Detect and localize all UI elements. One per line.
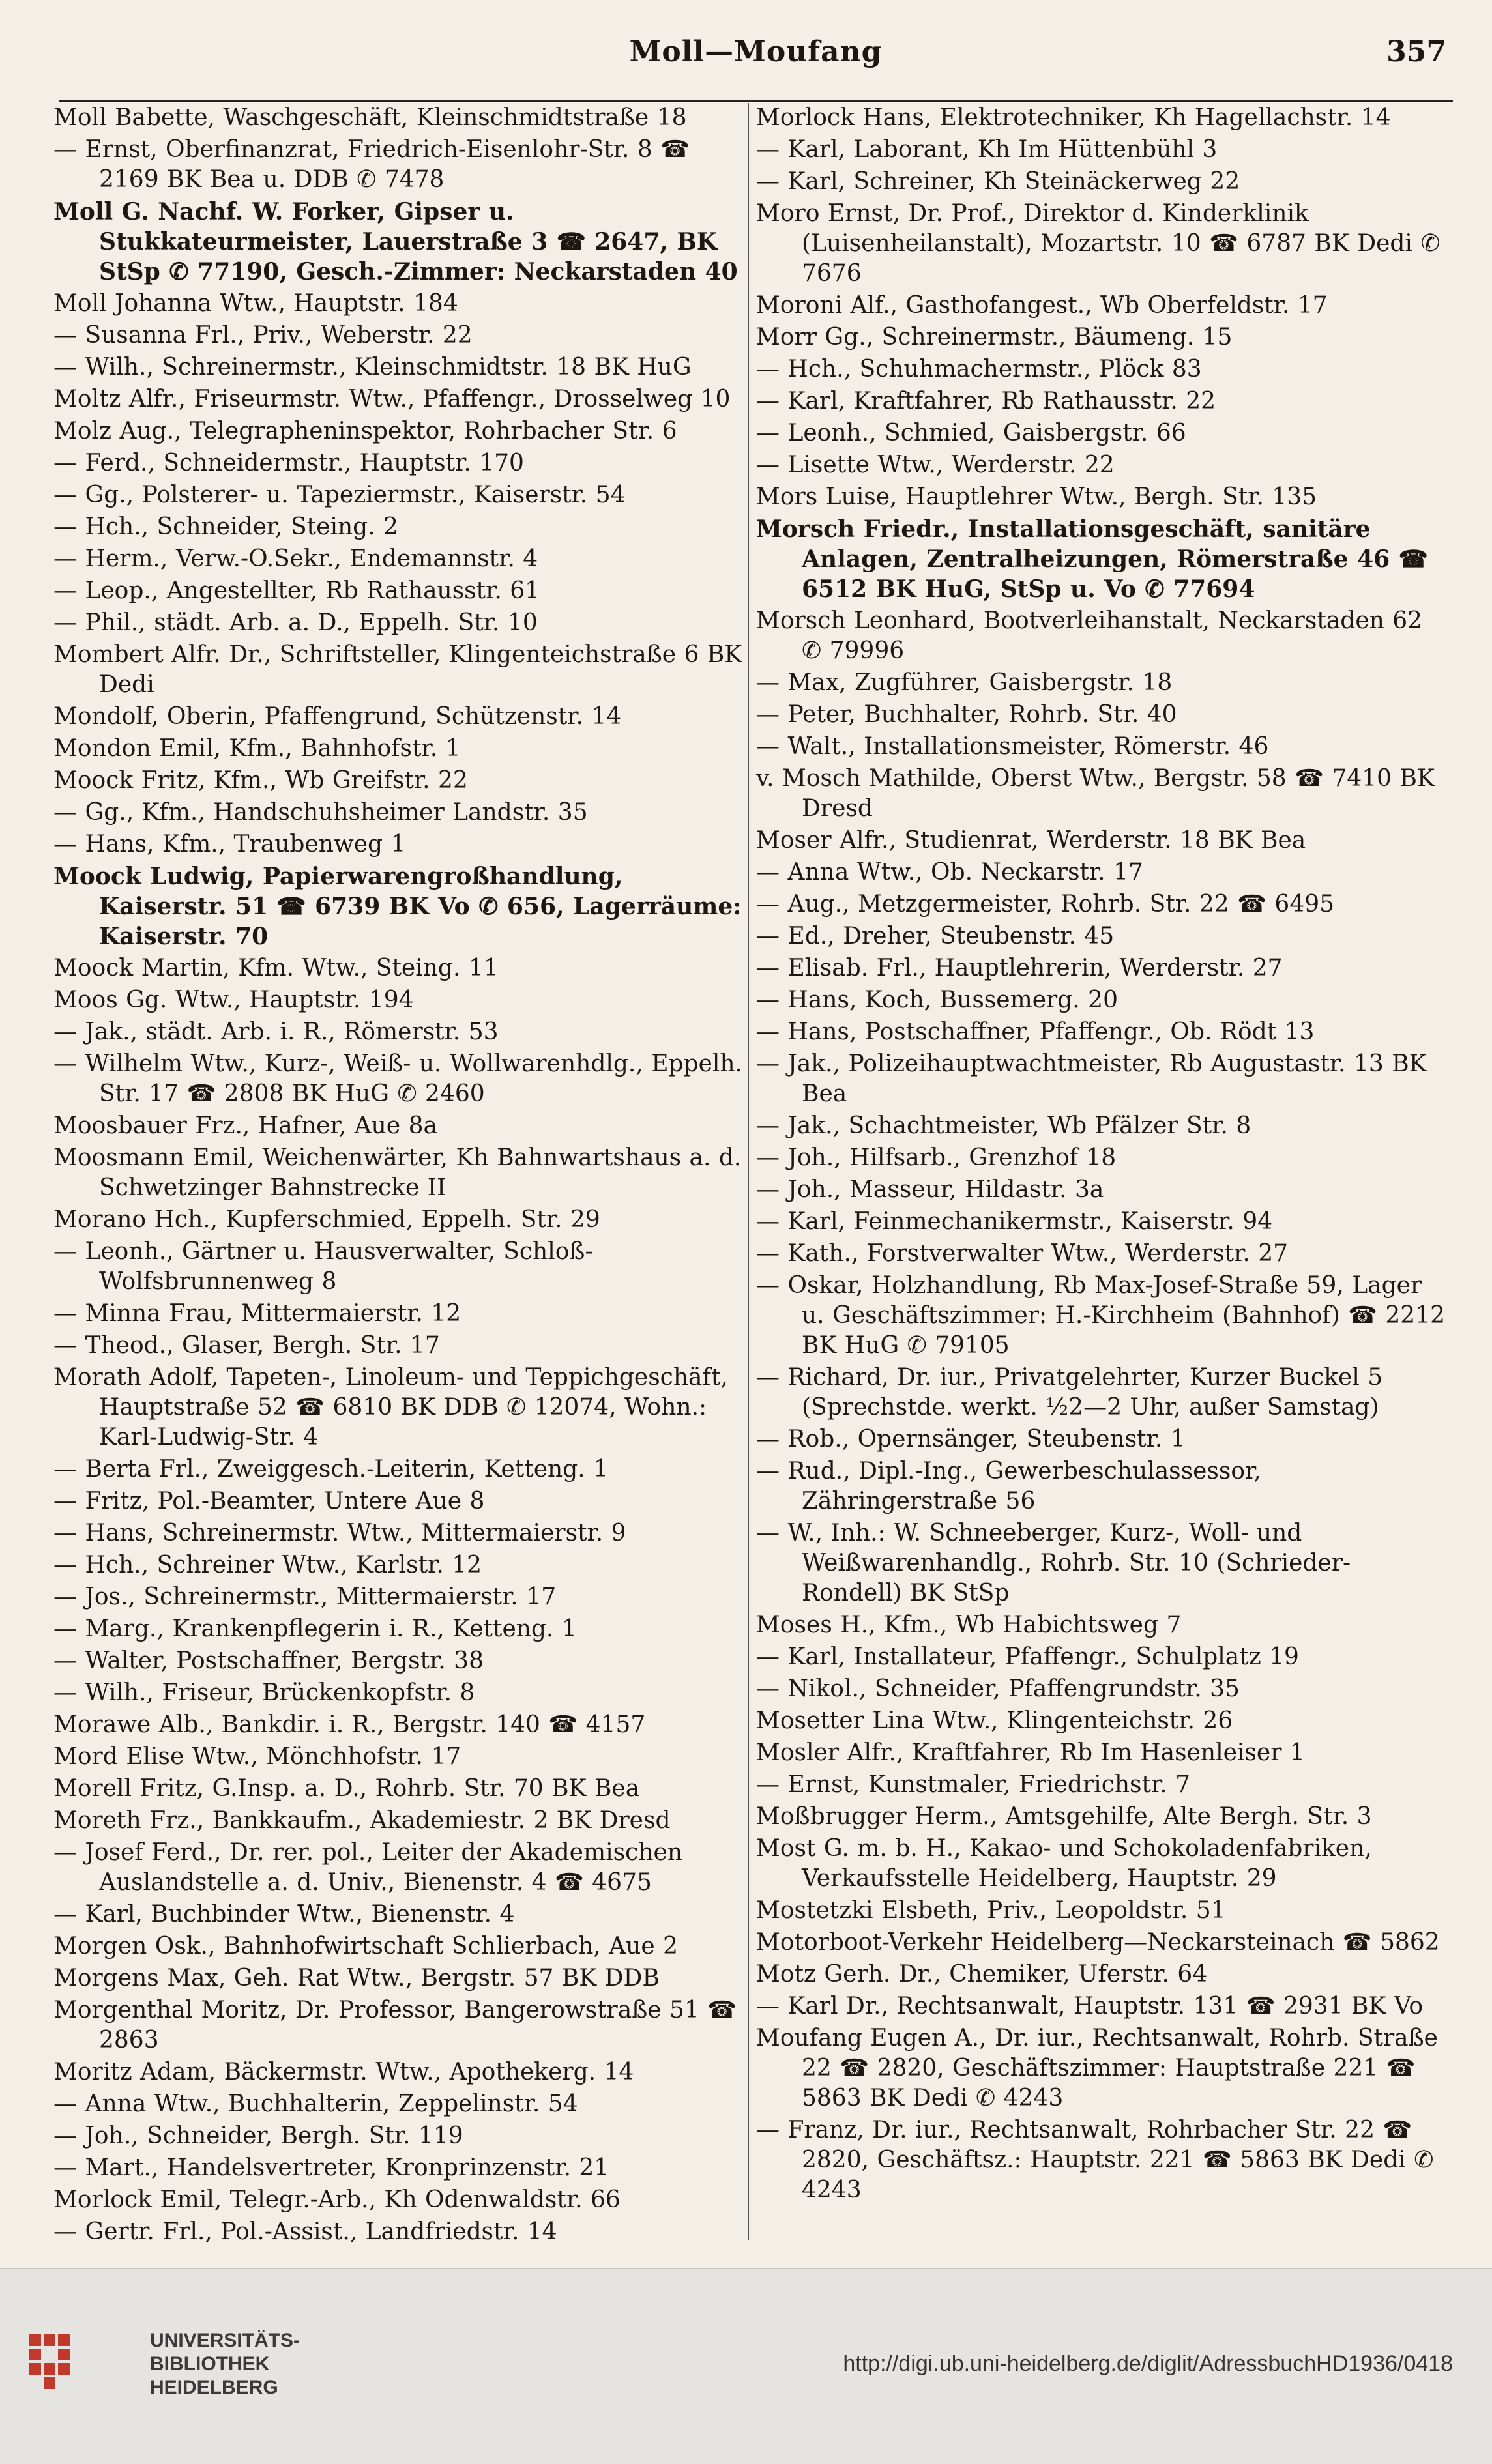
directory-entry: — Karl, Installateur, Pfaffengr., Schulplatz 19 [756, 1644, 1299, 1670]
directory-entry: Mosetter Lina Wtw., Klingenteichstr. 26 [756, 1707, 1233, 1734]
directory-entry: Morell Fritz, G.Insp. a. D., Rohrb. Str. 70 BK Bea [53, 1775, 640, 1802]
directory-entry: Morsch Friedr., Installationsgeschäft, sanitäre Anlagen, Zentralheizungen, Römerstraße 46 ☎ 6512 BK HuG, StSp u. Vo ✆ 77694 [756, 515, 1428, 603]
directory-entry: Moses H., Kfm., Wb Habichtsweg 7 [756, 1612, 1182, 1638]
directory-entry: — Berta Frl., Zweiggesch.-Leiterin, Ketteng. 1 [53, 1456, 609, 1483]
directory-entry: — Mart., Handelsvertreter, Kronprinzenstr. 21 [53, 2154, 609, 2181]
directory-entry: — Walter, Postschaffner, Bergstr. 38 [53, 1647, 484, 1674]
directory-entry: Moock Ludwig, Papierwarengroßhandlung, Kaiserstr. 51 ☎ 6739 BK Vo ✆ 656, Lagerräume: Kaiserstr. 70 [53, 863, 742, 950]
directory-entry: Moll Babette, Waschgeschäft, Kleinschmidtstraße 18 [53, 104, 687, 131]
directory-entry: Most G. m. b. H., Kakao- und Schokoladenfabriken, Verkaufsstelle Heidelberg, Hauptstr. 29 [756, 1835, 1372, 1892]
directory-entry: — Joh., Hilfsarb., Grenzhof 18 [756, 1144, 1117, 1171]
directory-entry: Mostetzki Elsbeth, Priv., Leopoldstr. 51 [756, 1897, 1226, 1924]
directory-entry: — Karl, Feinmechanikermstr., Kaiserstr. 94 [756, 1208, 1273, 1235]
directory-entry: — Wilh., Friseur, Brückenkopfstr. 8 [53, 1679, 475, 1706]
directory-entry: — Gg., Kfm., Handschuhsheimer Landstr. 35 [53, 799, 588, 826]
directory-entry: Moock Fritz, Kfm., Wb Greifstr. 22 [53, 767, 468, 794]
directory-entry: — Hch., Schuhmachermstr., Plöck 83 [756, 356, 1202, 383]
directory-entry: Morgens Max, Geh. Rat Wtw., Bergstr. 57 BK DDB [53, 1965, 660, 1992]
library-logo-icon [26, 2321, 137, 2413]
directory-entry: — Oskar, Holzhandlung, Rb Max-Josef-Straße 59, Lager u. Geschäftszimmer: H.-Kirchheim (Bahnhof) ☎ 2212 BK HuG ✆ 79105 [756, 1272, 1445, 1359]
directory-entry: Moritz Adam, Bäckermstr. Wtw., Apothekerg. 14 [53, 2059, 634, 2085]
directory-entry: — Josef Ferd., Dr. rer. pol., Leiter der Akademischen Auslandstelle a. d. Univ., Bienenstr. 4 ☎ 4675 [53, 1839, 682, 1896]
directory-entry: — Hch., Schneider, Steing. 2 [53, 514, 398, 540]
directory-entry: Morr Gg., Schreinermstr., Bäumeng. 15 [756, 324, 1233, 351]
directory-entry: — Anna Wtw., Ob. Neckarstr. 17 [756, 859, 1143, 886]
directory-entry: Moufang Eugen A., Dr. iur., Rechtsanwalt, Rohrb. Straße 22 ☎ 2820, Geschäftszimmer: Hauptstraße 221 ☎ 5863 BK Dedi ✆ 4243 [756, 2025, 1438, 2111]
directory-entry: — Rud., Dipl.-Ing., Gewerbeschulassessor, Zähringerstraße 56 [756, 1458, 1261, 1515]
directory-entry: — Jak., Schachtmeister, Wb Pfälzer Str. 8 [756, 1112, 1251, 1139]
directory-entry: — Karl, Schreiner, Kh Steinäckerweg 22 [756, 168, 1240, 195]
directory-entry: — Karl Dr., Rechtsanwalt, Hauptstr. 131 ☎ 2931 BK Vo [756, 1993, 1424, 2020]
directory-entry: — Lisette Wtw., Werderstr. 22 [756, 452, 1115, 478]
directory-entry: — Ernst, Oberfinanzrat, Friedrich-Eisenlohr-Str. 8 ☎ 2169 BK Bea u. DDB ✆ 7478 [53, 136, 690, 193]
directory-entry: Motz Gerh. Dr., Chemiker, Uferstr. 64 [756, 1961, 1208, 1988]
directory-entry: Moock Martin, Kfm. Wtw., Steing. 11 [53, 955, 499, 981]
directory-entry: — Karl, Buchbinder Wtw., Bienenstr. 4 [53, 1901, 515, 1928]
directory-entry: Mondon Emil, Kfm., Bahnhofstr. 1 [53, 735, 461, 762]
footer-bar [0, 2268, 1492, 2464]
directory-entry: — Aug., Metzgermeister, Rohrb. Str. 22 ☎ 6495 [756, 891, 1335, 918]
directory-entry: v. Mosch Mathilde, Oberst Wtw., Bergstr. 58 ☎ 7410 BK Dresd [756, 765, 1435, 822]
directory-entry: — Fritz, Pol.-Beamter, Untere Aue 8 [53, 1488, 485, 1515]
directory-entry: — Elisab. Frl., Hauptlehrerin, Werderstr. 27 [756, 955, 1283, 981]
directory-entry: Moll Johanna Wtw., Hauptstr. 184 [53, 290, 458, 317]
directory-entry: Morgen Osk., Bahnhofwirtschaft Schlierbach, Aue 2 [53, 1933, 678, 1960]
directory-entry: — Gertr. Frl., Pol.-Assist., Landfriedstr. 14 [53, 2218, 557, 2245]
directory-entry: Moltz Alfr., Friseurmstr. Wtw., Pfaffengr., Drosselweg 10 [53, 386, 731, 413]
directory-entry: Morawe Alb., Bankdir. i. R., Bergstr. 140 ☎ 4157 [53, 1711, 646, 1738]
library-name [150, 2329, 300, 2399]
directory-entry: — Minna Frau, Mittermaierstr. 12 [53, 1300, 461, 1327]
page-number: 357 [1386, 35, 1446, 68]
directory-entry: — Jos., Schreinermstr., Mittermaierstr. 17 [53, 1584, 557, 1610]
directory-entry: — Rob., Opernsänger, Steubenstr. 1 [756, 1426, 1186, 1453]
directory-entry: Mosler Alfr., Kraftfahrer, Rb Im Hasenleiser 1 [756, 1739, 1305, 1766]
directory-entry: — Wilhelm Wtw., Kurz-, Weiß- u. Wollwarenhdlg., Eppelh. Str. 17 ☎ 2808 BK HuG ✆ 2460 [53, 1051, 743, 1107]
directory-entry: — Ed., Dreher, Steubenstr. 45 [756, 923, 1115, 949]
directory-entry: Moßbrugger Herm., Amtsgehilfe, Alte Bergh. Str. 3 [756, 1803, 1372, 1830]
column-divider [748, 103, 749, 2240]
directory-entry: Mombert Alfr. Dr., Schriftsteller, Klingenteichstraße 6 BK Dedi [53, 641, 742, 698]
directory-entry: — Herm., Verw.-O.Sekr., Endemannstr. 4 [53, 545, 538, 572]
directory-entry: — W., Inh.: W. Schneeberger, Kurz-, Woll- und Weißwarenhandlg., Rohrb. Str. 10 (Schrieder-Rondell) BK StSp [756, 1520, 1351, 1606]
directory-entry: — Leonh., Schmied, Gaisbergstr. 66 [756, 420, 1186, 446]
directory-entry: — Richard, Dr. iur., Privatgelehrter, Kurzer Buckel 5 (Sprechstde. werkt. ½2—2 Uhr, außer Samstag) [756, 1364, 1383, 1421]
directory-entry: Morlock Emil, Telegr.-Arb., Kh Odenwaldstr. 66 [53, 2186, 621, 2213]
directory-entry: — Theod., Glaser, Bergh. Str. 17 [53, 1332, 440, 1359]
page-header [59, 23, 1453, 89]
directory-entry: — Hans, Postschaffner, Pfaffengr., Ob. Rödt 13 [756, 1019, 1315, 1045]
directory-entry: — Peter, Buchhalter, Rohrb. Str. 40 [756, 701, 1177, 728]
directory-entry: — Susanna Frl., Priv., Weberstr. 22 [53, 322, 473, 349]
directory-entry: Mors Luise, Hauptlehrer Wtw., Bergh. Str. 135 [756, 484, 1317, 510]
directory-entry: — Hch., Schreiner Wtw., Karlstr. 12 [53, 1552, 482, 1578]
directory-entry: — Leop., Angestellter, Rb Rathausstr. 61 [53, 577, 540, 604]
directory-entry: Morlock Hans, Elektrotechniker, Kh Hagellachstr. 14 [756, 104, 1391, 131]
directory-entry: — Leonh., Gärtner u. Hausverwalter, Schloß-Wolfsbrunnenweg 8 [53, 1238, 593, 1295]
directory-entry: Moll G. Nachf. W. Forker, Gipser u. Stukkateurmeister, Lauerstraße 3 ☎ 2647, BK StSp ✆ 77190, Gesch.-Zimmer: Neckarstaden 40 [53, 198, 738, 285]
directory-entry: — Wilh., Schreinermstr., Kleinschmidtstr. 18 BK HuG [53, 354, 692, 381]
directory-entry: — Hans, Koch, Bussemerg. 20 [756, 987, 1118, 1013]
directory-entry: — Hans, Schreinermstr. Wtw., Mittermaierstr. 9 [53, 1520, 626, 1546]
library-name-line3: HEIDELBERG [150, 2377, 278, 2398]
directory-entry: Moreth Frz., Bankkaufm., Akademiestr. 2 BK Dresd [53, 1807, 671, 1834]
directory-entry: Morano Hch., Kupferschmied, Eppelh. Str. 29 [53, 1206, 600, 1233]
directory-entry: Morgenthal Moritz, Dr. Professor, Bangerowstraße 51 ☎ 2863 [53, 1997, 737, 2053]
directory-entry: — Joh., Schneider, Bergh. Str. 119 [53, 2123, 463, 2149]
directory-entry: — Walt., Installationsmeister, Römerstr. 46 [756, 733, 1269, 760]
directory-entry: Moroni Alf., Gasthofangest., Wb Oberfeldstr. 17 [756, 292, 1328, 319]
running-head: Moll—Moufang [629, 35, 883, 68]
directory-entry: — Max, Zugführer, Gaisbergstr. 18 [756, 669, 1173, 696]
directory-entry: Mord Elise Wtw., Mönchhofstr. 17 [53, 1743, 461, 1770]
directory-entry: — Kath., Forstverwalter Wtw., Werderstr. 27 [756, 1240, 1289, 1267]
directory-entry: — Hans, Kfm., Traubenweg 1 [53, 831, 406, 858]
directory-entry: — Nikol., Schneider, Pfaffengrundstr. 35 [756, 1675, 1240, 1702]
directory-entry: — Jak., Polizeihauptwachtmeister, Rb Augustastr. 13 BK Bea [756, 1051, 1427, 1107]
directory-entry: Molz Aug., Telegrapheninspektor, Rohrbacher Str. 6 [53, 418, 677, 444]
left-column [53, 103, 743, 2247]
source-url[interactable]: http://digi.ub.uni-heidelberg.de/diglit/AdressbuchHD1936/0418 [843, 2351, 1453, 2376]
directory-entry: Moosbauer Frz., Hafner, Aue 8a [53, 1112, 437, 1139]
right-column [756, 103, 1446, 2205]
directory-entry: — Joh., Masseur, Hildastr. 3a [756, 1176, 1104, 1203]
directory-entry: Moser Alfr., Studienrat, Werderstr. 18 BK Bea [756, 827, 1306, 854]
directory-entry: Moro Ernst, Dr. Prof., Direktor d. Kinderklinik (Luisenheilanstalt), Mozartstr. 10 ☎ 6787 BK Dedi ✆ 7676 [756, 200, 1441, 287]
directory-entry: Mondolf, Oberin, Pfaffengrund, Schützenstr. 14 [53, 703, 622, 730]
directory-entry: — Karl, Kraftfahrer, Rb Rathausstr. 22 [756, 388, 1216, 414]
directory-entry: Moosmann Emil, Weichenwärter, Kh Bahnwartshaus a. d. Schwetzinger Bahnstrecke II [53, 1144, 742, 1201]
directory-entry: — Ferd., Schneidermstr., Hauptstr. 170 [53, 450, 524, 476]
directory-entry: — Gg., Polsterer- u. Tapeziermstr., Kaiserstr. 54 [53, 482, 626, 508]
directory-entry: Motorboot-Verkehr Heidelberg—Neckarsteinach ☎ 5862 [756, 1929, 1440, 1956]
library-name-line1: UNIVERSITÄTS- [150, 2330, 300, 2351]
directory-entry: Morsch Leonhard, Bootverleihanstalt, Neckarstaden 62 ✆ 79996 [756, 607, 1423, 664]
directory-entry: — Karl, Laborant, Kh Im Hüttenbühl 3 [756, 136, 1218, 163]
directory-entry: — Franz, Dr. iur., Rechtsanwalt, Rohrbacher Str. 22 ☎ 2820, Geschäftsz.: Hauptstr. 221 ☎ 5863 BK Dedi ✆ 4243 [756, 2117, 1434, 2203]
header-rule [59, 100, 1453, 102]
directory-entry: — Anna Wtw., Buchhalterin, Zeppelinstr. 54 [53, 2091, 578, 2117]
directory-entry: Moos Gg. Wtw., Hauptstr. 194 [53, 987, 414, 1013]
directory-entry: — Ernst, Kunstmaler, Friedrichstr. 7 [756, 1771, 1191, 1798]
directory-entry: Morath Adolf, Tapeten-, Linoleum- und Teppichgeschäft, Hauptstraße 52 ☎ 6810 BK DDB ✆ 12074, Wohn.: Karl-Ludwig-Str. 4 [53, 1364, 728, 1451]
directory-entry: — Jak., städt. Arb. i. R., Römerstr. 53 [53, 1019, 499, 1045]
directory-entry: — Marg., Krankenpflegerin i. R., Ketteng. 1 [53, 1616, 577, 1642]
library-name-line2: BIBLIOTHEK [150, 2353, 270, 2375]
directory-entry: — Phil., städt. Arb. a. D., Eppelh. Str. 10 [53, 609, 538, 636]
